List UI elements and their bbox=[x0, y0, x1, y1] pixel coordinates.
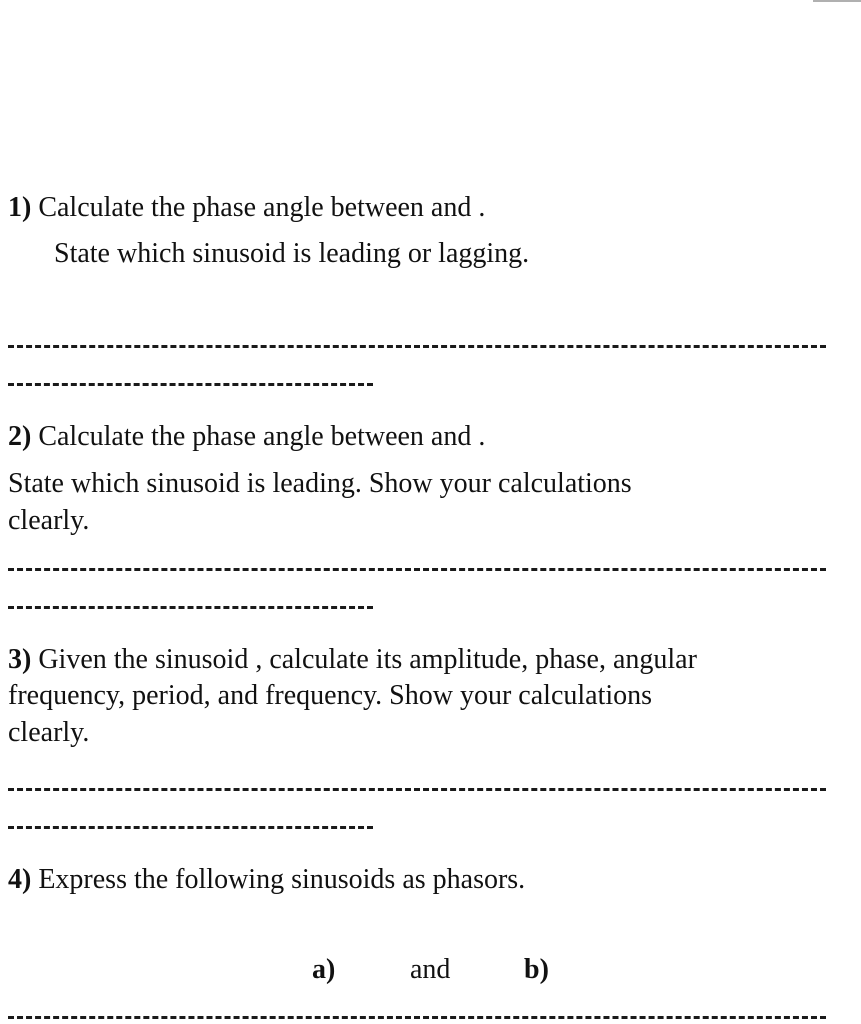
part-a-label: a) bbox=[312, 954, 336, 985]
question-2-text: Calculate the phase angle between and . bbox=[31, 421, 486, 452]
question-4-text: Express the following sinusoids as phasors. bbox=[31, 864, 526, 895]
answer-line-2a bbox=[8, 568, 826, 571]
and-text: and bbox=[410, 954, 451, 985]
question-2-number: 2) bbox=[8, 421, 32, 452]
question-3-line-1 bbox=[8, 644, 697, 676]
question-1-line-2: State which sinusoid is leading or lagging. bbox=[54, 238, 530, 269]
question-1-number: 1) bbox=[8, 192, 32, 223]
answer-line-1a bbox=[8, 345, 826, 348]
question-4-number: 4) bbox=[8, 864, 32, 895]
answer-line-3b bbox=[8, 826, 373, 829]
question-1-text: Calculate the phase angle between and . bbox=[31, 192, 486, 223]
question-3-number: 3) bbox=[8, 644, 32, 675]
answer-line-2b bbox=[8, 606, 373, 609]
question-4-line-1 bbox=[8, 864, 525, 896]
question-2-line-2: State which sinusoid is leading. Show your calculations bbox=[8, 468, 632, 499]
corner-mark bbox=[813, 0, 861, 2]
answer-line-1b bbox=[8, 383, 373, 386]
question-3-line-3: clearly. bbox=[8, 717, 90, 748]
answer-line-4a bbox=[8, 1016, 826, 1019]
question-3-text: Given the sinusoid , calculate its amplitude, phase, angular bbox=[31, 644, 697, 675]
answer-line-3a bbox=[8, 788, 826, 791]
part-b-label: b) bbox=[524, 954, 549, 985]
question-2-line-1 bbox=[8, 421, 485, 453]
question-2-line-3: clearly. bbox=[8, 505, 90, 536]
question-1-line-1 bbox=[8, 192, 485, 224]
question-3-line-2: frequency, period, and frequency. Show your calculations bbox=[8, 680, 653, 711]
